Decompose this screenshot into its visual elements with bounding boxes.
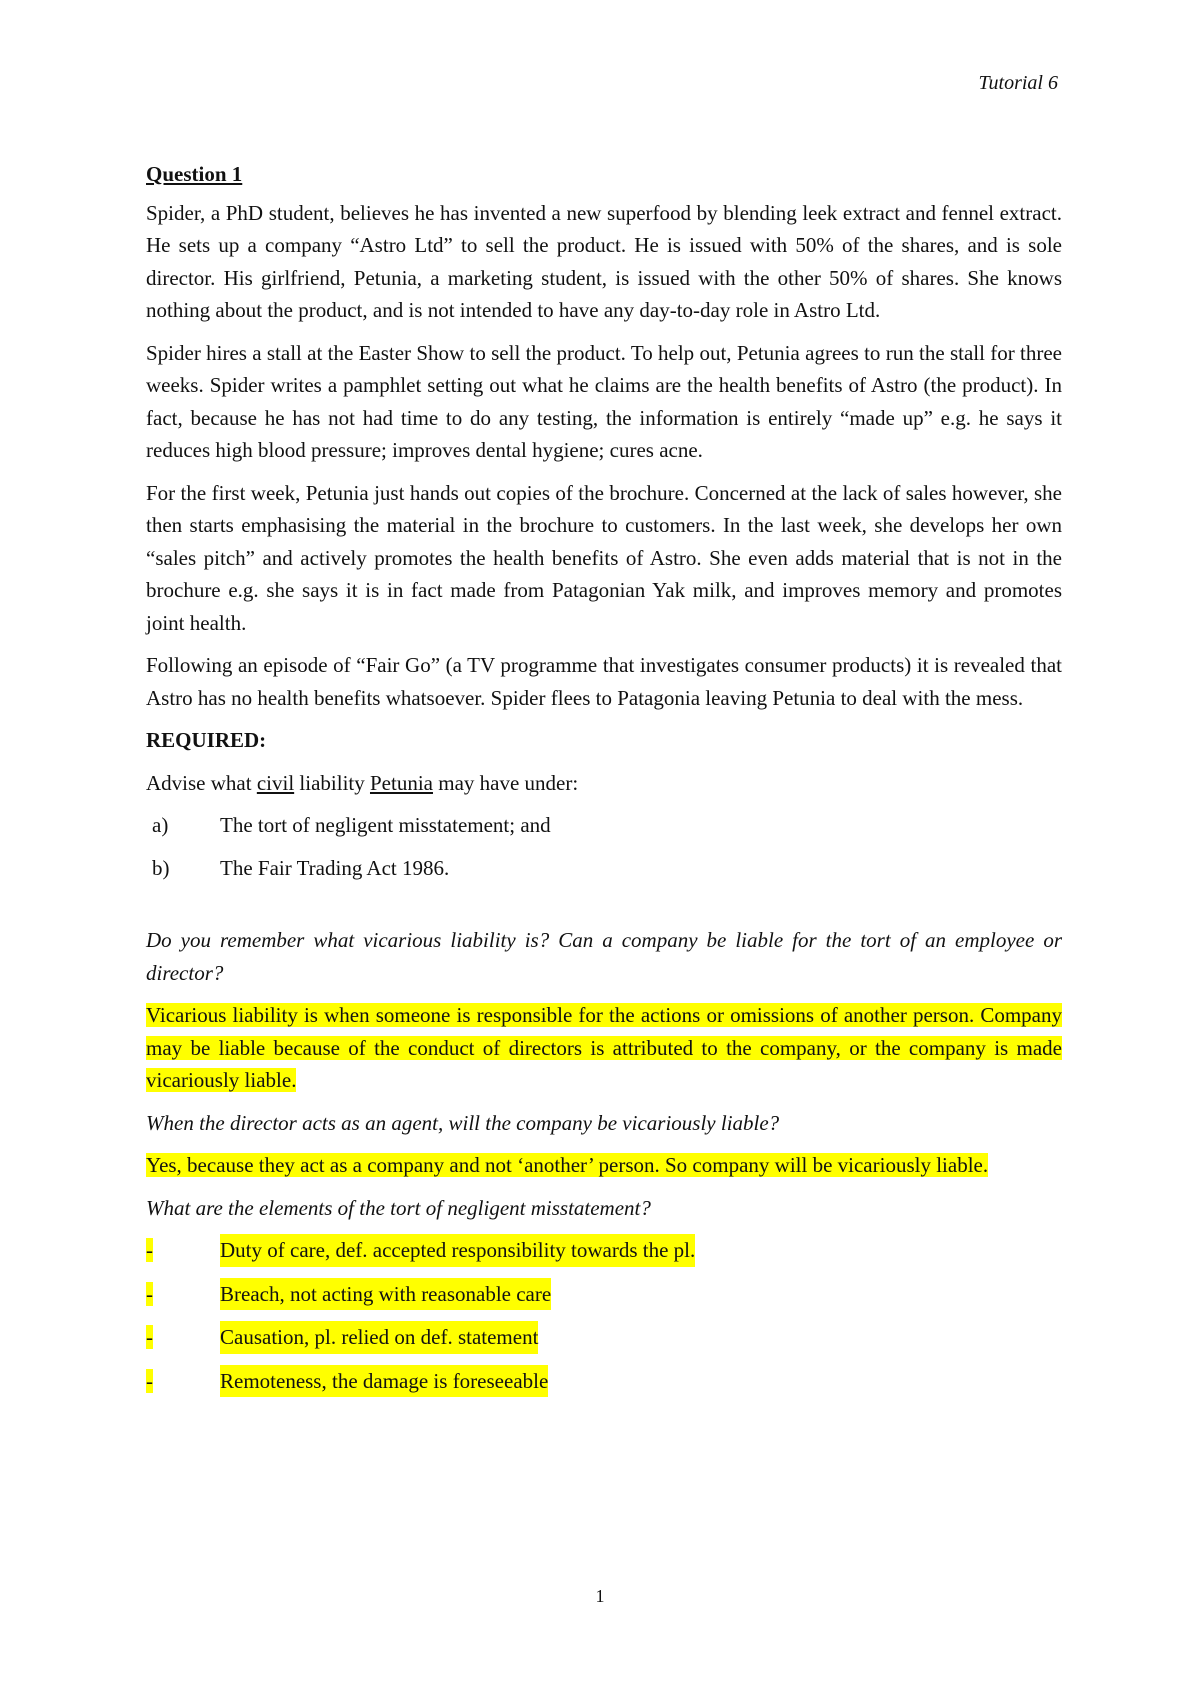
required-label: REQUIRED: [146,728,267,752]
list-item [146,1365,1062,1398]
question-heading: Question 1 [146,162,243,186]
dash-marker: - [146,1325,153,1349]
list-item [146,1321,1062,1354]
note-question-2: When the director acts as an agent, will the company be vicariously liable? [146,1110,780,1135]
required-list [146,809,1062,884]
list-item-text: The tort of negligent misstatement; and [220,813,551,837]
note-question-3: What are the elements of the tort of negligent misstatement? [146,1195,651,1220]
page-number: 1 [595,1586,605,1606]
highlighted-answer-2: Yes, because they act as a company and not ‘another’ person. So company will be vicariously liable. [146,1153,989,1177]
list-item-text: The Fair Trading Act 1986. [220,855,450,880]
element-text: Causation, pl. relied on def. statement [220,1321,538,1354]
advise-post: may have under: [432,770,579,795]
list-marker: b) [152,855,170,880]
element-text: Breach, not acting with reasonable care [220,1278,551,1311]
element-text: Duty of care, def. accepted responsibility towards the pl. [220,1234,695,1267]
question-paragraph-4: Following an episode of “Fair Go” (a TV programme that investigates consumer products) it is revealed that Astro has no health benefits whatsoever. Spider flees to Patagonia leaving Petunia to deal with the mess. [146,653,1062,710]
question-paragraph-1: Spider, a PhD student, believes he has invented a new superfood by blending leek extract and fennel extract. He sets up a company “Astro Ltd” to sell the product. He is issued with 50% of the shares, and is sole director. His girlfriend, Petunia, a marketing student, is issued with the other 50% of shares. She knows nothing about the product, and is not intended to have any day-to-day role in Astro Ltd. [146,200,1062,322]
list-item [146,852,1062,885]
element-text: Remoteness, the damage is foreseeable [220,1365,548,1398]
note-answer-1 [146,999,1062,1097]
dash-marker: - [146,1281,153,1306]
note-question-1: Do you remember what vicarious liability is? Can a company be liable for the tort of an employee or director? [146,928,1062,985]
note-answer-2 [146,1149,1062,1182]
highlighted-answer-1: Vicarious liability is when someone is responsible for the actions or omissions of another person. Company may be liable because of the conduct of directors is attributed to the company, or the company is made vicariously liable. [146,1003,1062,1092]
dash-marker: - [146,1238,153,1262]
advise-line [146,767,1062,800]
dash-marker: - [146,1368,153,1393]
page-content [146,158,1062,1408]
page-header-tutorial: Tutorial 6 [978,72,1058,94]
question-paragraph-3: For the first week, Petunia just hands out copies of the brochure. Concerned at the lack of sales however, she then starts emphasising the material in the brochure to customers. In the last week, she develops her own “sales pitch” and actively promotes the health benefits of Astro. She even adds material that is not in the brochure e.g. she says it is in fact made from Patagonian Yak milk, and improves memory and promotes joint health. [146,480,1062,635]
advise-petunia: Petunia [369,770,433,795]
advise-civil: civil [256,770,295,795]
advise-pre: Advise what [146,770,257,795]
list-item [146,1278,1062,1311]
list-item [146,809,1062,842]
list-item [146,1234,1062,1267]
elements-list [146,1234,1062,1397]
list-marker: a) [152,813,169,837]
question-paragraph-2: Spider hires a stall at the Easter Show to sell the product. To help out, Petunia agrees to run the stall for three weeks. Spider writes a pamphlet setting out what he claims are the health benefits of Astro (the product). In fact, because he has not had time to do any testing, the information is entirely “made up” e.g. he says it reduces high blood pressure; improves dental hygiene; cures acne. [146,340,1062,462]
advise-mid: liability [294,770,370,795]
